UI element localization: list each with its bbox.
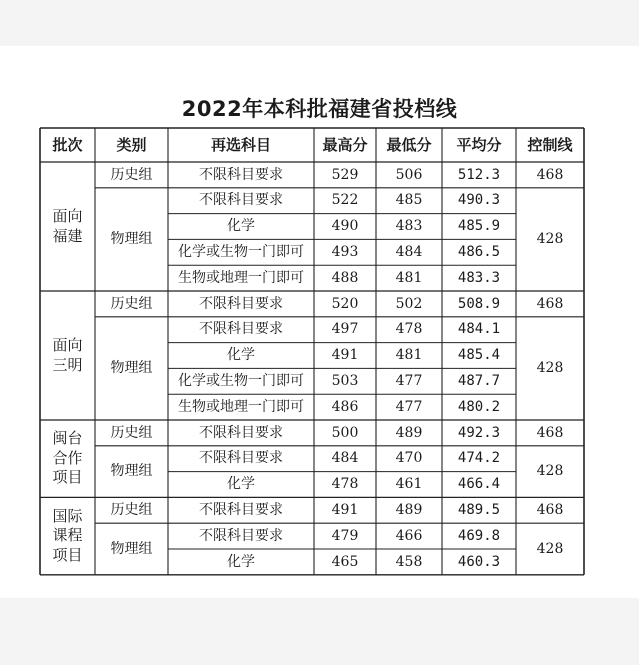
subject-cell: 生物或地理一门即可 (178, 398, 304, 415)
min-score-cell: 484 (395, 243, 423, 260)
max-score-cell: 529 (331, 166, 359, 183)
header-category: 类别 (116, 136, 147, 154)
min-score-cell: 466 (395, 527, 423, 544)
max-score-cell: 488 (331, 269, 359, 286)
category-cell: 历史组 (110, 166, 153, 183)
max-score-cell: 500 (331, 424, 359, 441)
page-title: 2022年本科批福建省投档线 (181, 97, 458, 121)
avg-score-cell: 480.2 (457, 398, 501, 415)
min-score-cell: 478 (395, 321, 423, 338)
max-score-cell: 491 (331, 501, 359, 518)
subject-cell: 化学 (227, 218, 255, 235)
header-control: 控制线 (527, 136, 573, 154)
header-max: 最高分 (322, 136, 368, 154)
subject-cell: 生物或地理一门即可 (178, 269, 304, 286)
max-score-cell: 486 (331, 398, 359, 415)
max-score-cell: 490 (331, 218, 359, 235)
avg-score-cell: 485.4 (457, 347, 501, 364)
category-cell: 物理组 (110, 540, 153, 557)
category-cell: 物理组 (110, 359, 153, 376)
min-score-cell: 489 (395, 424, 423, 441)
control-line-cell: 468 (536, 424, 564, 441)
control-line-cell: 428 (536, 463, 564, 480)
header-subject: 再选科目 (210, 136, 271, 154)
max-score-cell: 503 (331, 372, 359, 389)
subject-cell: 化学或生物一门即可 (178, 243, 304, 260)
avg-score-cell: 489.5 (457, 501, 501, 518)
header-batch: 批次 (52, 136, 83, 154)
avg-score-cell: 487.7 (457, 372, 501, 389)
avg-score-cell: 484.1 (457, 321, 501, 338)
min-score-cell: 461 (395, 476, 423, 493)
avg-score-cell: 469.8 (457, 527, 501, 544)
category-cell: 历史组 (110, 295, 153, 312)
control-line-cell: 468 (536, 501, 564, 518)
max-score-cell: 493 (331, 243, 359, 260)
max-score-cell: 497 (331, 321, 359, 338)
min-score-cell: 481 (395, 269, 423, 286)
avg-score-cell: 483.3 (457, 269, 501, 286)
min-score-cell: 481 (395, 347, 423, 364)
subject-cell: 不限科目要求 (199, 501, 283, 518)
header-min: 最低分 (386, 136, 432, 154)
avg-score-cell: 460.3 (457, 553, 501, 570)
max-score-cell: 520 (331, 295, 359, 312)
min-score-cell: 502 (395, 295, 423, 312)
min-score-cell: 477 (395, 398, 423, 415)
control-line-cell: 468 (536, 166, 564, 183)
subject-cell: 化学 (227, 347, 255, 364)
subject-cell: 不限科目要求 (199, 192, 283, 209)
control-line-cell: 428 (536, 359, 564, 376)
avg-score-cell: 508.9 (457, 295, 501, 312)
category-cell: 物理组 (110, 230, 153, 247)
batch-cell: 面向 三明 (52, 336, 83, 374)
avg-score-cell: 486.5 (457, 243, 501, 260)
category-cell: 物理组 (110, 463, 153, 480)
subject-cell: 不限科目要求 (199, 424, 283, 441)
avg-score-cell: 485.9 (457, 218, 501, 235)
max-score-cell: 484 (331, 450, 359, 467)
batch-cell: 面向 福建 (52, 207, 83, 245)
min-score-cell: 483 (395, 218, 423, 235)
max-score-cell: 465 (331, 553, 359, 570)
avg-score-cell: 512.3 (457, 166, 501, 183)
min-score-cell: 470 (395, 450, 423, 467)
subject-cell: 化学 (227, 476, 255, 493)
min-score-cell: 489 (395, 501, 423, 518)
subject-cell: 不限科目要求 (199, 450, 283, 467)
control-line-cell: 428 (536, 230, 564, 247)
max-score-cell: 478 (331, 476, 359, 493)
avg-score-cell: 466.4 (457, 476, 501, 493)
category-cell: 历史组 (110, 501, 153, 518)
header-avg: 平均分 (456, 136, 502, 154)
subject-cell: 不限科目要求 (199, 527, 283, 544)
avg-score-cell: 492.3 (457, 424, 501, 441)
batch-cell: 国际 课程 项目 (52, 506, 83, 564)
control-line-cell: 428 (536, 540, 564, 557)
min-score-cell: 506 (395, 166, 423, 183)
category-cell: 历史组 (110, 424, 153, 441)
subject-cell: 不限科目要求 (199, 166, 283, 183)
min-score-cell: 458 (395, 553, 423, 570)
batch-cell: 闽台 合作 项目 (52, 429, 83, 487)
min-score-cell: 485 (395, 192, 423, 209)
control-line-cell: 468 (536, 295, 564, 312)
subject-cell: 化学 (227, 553, 255, 570)
subject-cell: 不限科目要求 (199, 321, 283, 338)
subject-cell: 不限科目要求 (199, 295, 283, 312)
max-score-cell: 522 (331, 192, 359, 209)
max-score-cell: 479 (331, 527, 359, 544)
avg-score-cell: 474.2 (457, 450, 501, 467)
avg-score-cell: 490.3 (457, 192, 501, 209)
max-score-cell: 491 (331, 347, 359, 364)
min-score-cell: 477 (395, 372, 423, 389)
subject-cell: 化学或生物一门即可 (178, 372, 304, 389)
